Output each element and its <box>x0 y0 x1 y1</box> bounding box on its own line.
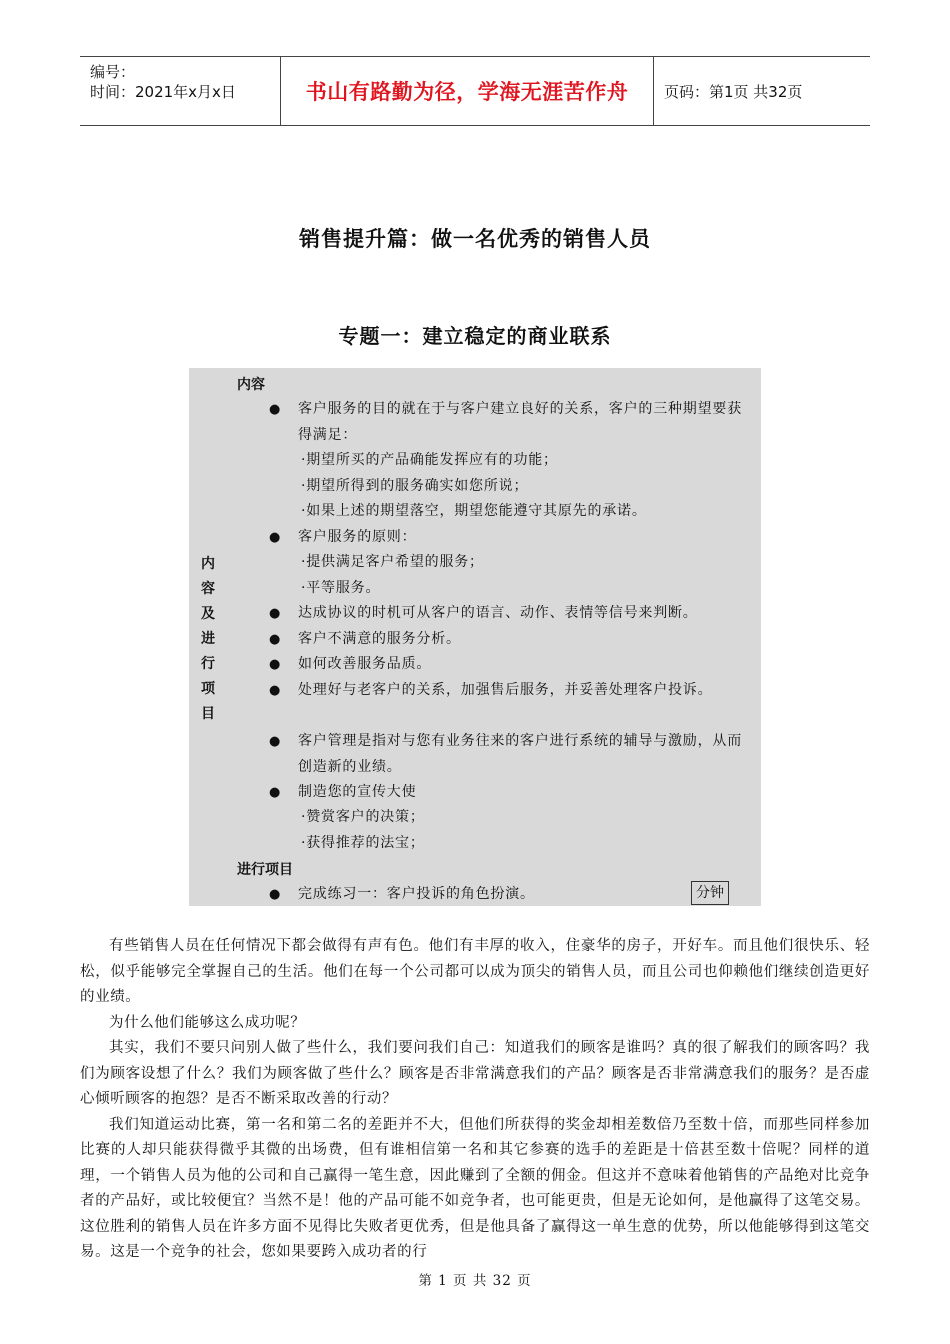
bullet-icon: ● <box>269 683 281 698</box>
side-label-char: 目 <box>201 706 215 722</box>
content-item: 客户不满意的服务分析。 <box>298 631 461 647</box>
header-motto-cell <box>281 57 654 125</box>
side-label-char: 进 <box>201 631 215 647</box>
bullet-icon: ● <box>269 657 281 672</box>
content-box <box>189 368 761 906</box>
side-label-char: 内 <box>201 556 215 572</box>
side-label-char: 及 <box>201 606 215 622</box>
motto: 书山有路勤为径，学海无涯苦作舟 <box>305 80 629 104</box>
content-subitem: ·期望所买的产品确能发挥应有的功能； <box>301 452 558 468</box>
content-subitem: ·赞赏客户的决策； <box>301 809 425 825</box>
page-code: 页码：第1页 共32页 <box>664 82 803 101</box>
content-item: 客户服务的目的就在于与客户建立良好的关系，客户的三种期望要获得满足： <box>298 401 742 443</box>
paragraph: 为什么他们能够这么成功呢？ <box>109 1014 306 1031</box>
paragraph: 我们知道运动比赛，第一名和第二名的差距并不大，但他们所获得的奖金却相差数倍乃至数十倍，而那些同样参加比赛的人却只能获得微乎其微的出场费，但有谁相信第一名和其它参赛的选手的差距是十倍甚至数十倍呢？同样的道理，一个销售人员为他的公司和自己赢得一笔生意，因此赚到了全额的佣金。但这并不意味着他销售的产品绝对比竞争者的产品好，或比较便宜？当然不是！他的产品可能不如竞争者，也可能更贵，但是无论如何，是他赢得了这笔交易。这位胜利的销售人员在许多方面不见得比失败者更优秀，但是他具备了赢得这一单生意的优势，所以他能够得到这笔交易。这是一个竞争的社会，您如果要跨入成功者的行 <box>80 1116 870 1260</box>
bullet-icon: ● <box>269 632 281 647</box>
content-heading: 内容 <box>237 377 265 393</box>
content-item: 如何改善服务品质。 <box>298 656 432 672</box>
content-item: 处理好与老客户的关系，加强售后服务，并妥善处理客户投诉。 <box>298 682 713 698</box>
header-page-cell <box>654 57 870 125</box>
page-header <box>80 56 870 126</box>
content-item: 制造您的宣传大使 <box>298 784 417 800</box>
content-subitem: ·平等服务。 <box>301 580 381 596</box>
paragraph: 有些销售人员在任何情况下都会做得有声有色。他们有丰厚的收入，住豪华的房子，开好车。而且他们很快乐、轻松，似乎能够完全掌握自己的生活。他们在每一个公司都可以成为顶尖的销售人员，而且公司也仰赖他们继续创造更好的业绩。 <box>80 938 870 1005</box>
bullet-icon: ● <box>269 606 281 621</box>
page-subtitle: 专题一：建立稳定的商业联系 <box>338 324 612 348</box>
bullet-icon: ● <box>269 887 281 902</box>
side-label-char: 容 <box>201 581 215 597</box>
side-label-char: 项 <box>201 681 215 697</box>
project-item: 完成练习一：客户投诉的角色扮演。 <box>298 886 535 902</box>
bullet-icon: ● <box>269 402 281 417</box>
content-subitem: ·如果上述的期望落空，期望您能遵守其原先的承诺。 <box>301 503 647 519</box>
bullet-icon: ● <box>269 734 281 749</box>
content-subitem: ·提供满足客户希望的服务； <box>301 554 484 570</box>
content-item: 客户管理是指对与您有业务往来的客户进行系统的辅导与激励，从而创造新的业绩。 <box>298 733 742 775</box>
project-heading: 进行项目 <box>237 862 293 878</box>
time-label: 时间：2021年x月x日 <box>90 83 236 101</box>
content-item: 客户服务的原则： <box>298 529 417 545</box>
content-subitem: ·获得推荐的法宝； <box>301 835 425 851</box>
page-title: 销售提升篇：做一名优秀的销售人员 <box>299 226 651 251</box>
content-item: 达成协议的时机可从客户的语言、动作、表情等信号来判断。 <box>298 605 698 621</box>
body-text <box>80 934 870 1266</box>
content-subitem: ·期望所得到的服务确实如您所说； <box>301 478 529 494</box>
bullet-icon: ● <box>269 530 281 545</box>
number-label: 编号： <box>90 63 136 81</box>
paragraph: 其实，我们不要只问别人做了些什么，我们要问我们自己：知道我们的顾客是谁吗？真的很了解我们的顾客吗？我们为顾客设想了什么？我们为顾客做了些什么？顾客是否非常满意我们的产品？顾客是否非常满意我们的服务？是否虚心倾听顾客的抱怨？是否不断采取改善的行动？ <box>80 1040 870 1107</box>
side-label-char: 行 <box>201 656 215 672</box>
page-footer: 第 1 页 共 32 页 <box>418 1273 532 1289</box>
bullet-icon: ● <box>269 785 281 800</box>
header-left-cell <box>80 57 281 125</box>
minutes-box: 分钟 <box>691 881 729 905</box>
